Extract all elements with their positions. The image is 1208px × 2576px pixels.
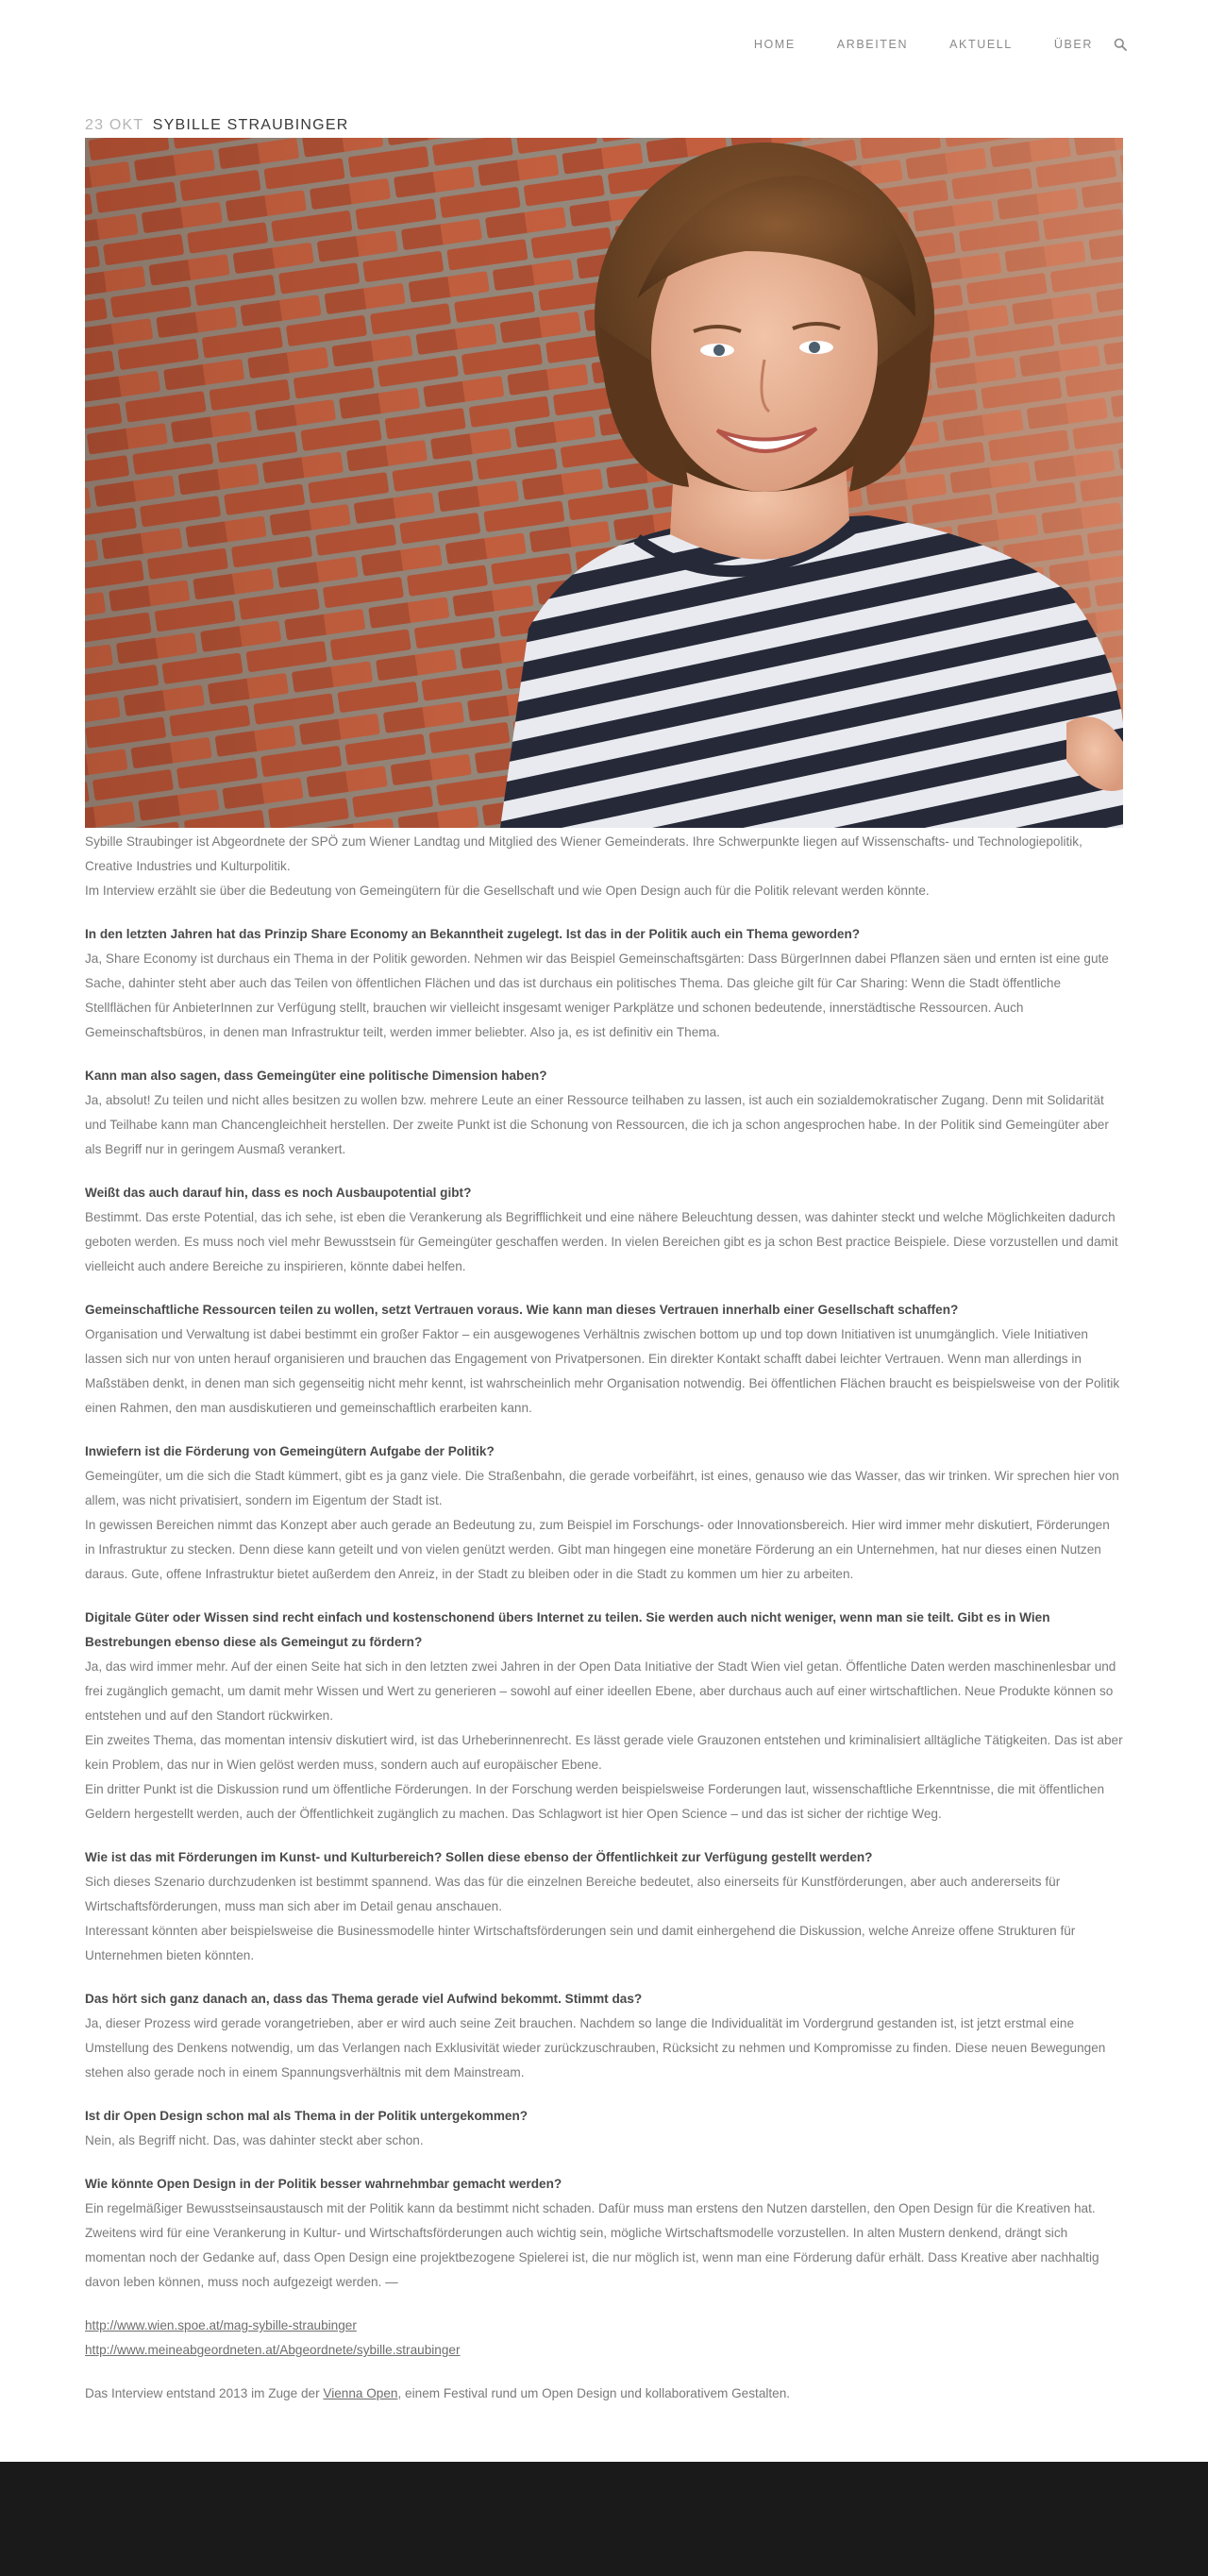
main-navigation bbox=[713, 38, 1127, 51]
nav-aktuell[interactable]: AKTUELL bbox=[949, 38, 1013, 51]
interview-answer: Bestimmt. Das erste Potential, das ich sehe, ist eben die Verankerung als Begrifflichkeit und eine nähere Beleuchtung dessen, was dahinter steckt und welche Möglichkeiten dadurch geboten werden. Es muss noch viel mehr Bewusstsein für Gemeingüter geschaffen werden. In vielen Bereichen gibt es ja schon Best practice Beispiele. Diese vorzustellen und damit vielleicht auch andere Bereiche zu inspirieren, könnte dabei helfen. bbox=[85, 1210, 1118, 1273]
post-date: 23 OKT bbox=[85, 117, 144, 133]
interview-question: Das hört sich ganz danach an, dass das Thema gerade viel Aufwind bekommt. Stimmt das? bbox=[85, 1992, 643, 2006]
article-intro: Im Interview erzählt sie über die Bedeutung von Gemeingütern für die Gesellschaft und wie Open Design auch für die Politik relevant werden könnte. bbox=[85, 884, 930, 898]
interview-answer: Ja, Share Economy ist durchaus ein Thema in der Politik geworden. Nehmen wir das Beispiel Gemeinschaftsgärten: Dass BürgerInnen dabei Pflanzen säen und ernten ist eine gute Sache, dahinter steht aber auch das Teilen von öffentlichen Flächen und das ist durchaus ein politisches Thema. Das gleiche gilt für Car Sharing: Wenn die Stadt öffentliche Stellflächen für AnbieterInnen zur Verfügung stellt, brauchen wir vielleicht insgesamt weniger Parkplätze und schonen bedeutende, innerstädtische Ressourcen. Auch Gemeinschaftsbüros, in denen man Infrastruktur teilt, werden immer beliebter. Also ja, es ist definitiv ein Thema. bbox=[85, 951, 1109, 1039]
interview-question: Weißt das auch darauf hin, dass es noch Ausbaupotential gibt? bbox=[85, 1186, 472, 1200]
interview-answer: Ja, dieser Prozess wird gerade vorangetrieben, aber er wird auch seine Zeit brauchen. Nachdem so lange die Individualität im Vordergrund gestanden ist, ist jetzt erstmal eine Umstellung des Denkens notwendig, um das Verlangen nach Exklusivität wieder zurückzuschrauben, Rücksicht zu nehmen und Kompromisse zu finden. Diese neuen Bewegungen stehen also gerade noch in einem Spannungsverhältnis mit dem Mainstream. bbox=[85, 2016, 1106, 2079]
interview-answer: Interessant könnten aber beispielsweise die Businessmodelle hinter Wirtschaftsförderungen sein und damit einhergehend die Diskussion, welche Anreize offene Strukturen für Unternehmen bieten könnten. bbox=[85, 1924, 1076, 1962]
interview-answer: Ein zweites Thema, das momentan intensiv diskutiert wird, ist das Urheberinnenrecht. Es lässt gerade viele Grauzonen entstehen und kriminalisiert alltägliche Tätigkeiten. Das ist aber kein Problem, das nur in Wien gelöst werden muss, sondern auch auf europäischer Ebene. bbox=[85, 1733, 1123, 1772]
nav-ueber[interactable]: ÜBER bbox=[1053, 38, 1093, 51]
interview-question: Kann man also sagen, dass Gemeingüter eine politische Dimension haben? bbox=[85, 1069, 547, 1083]
link-meineabgeordneten[interactable]: http://www.meineabgeordneten.at/Abgeordnete/sybille.straubinger bbox=[85, 2343, 461, 2357]
interview-answer: In gewissen Bereichen nimmt das Konzept aber auch gerade an Bedeutung zu, zum Beispiel im Forschungs- oder Innovationsbereich. Hier wird immer mehr diskutiert, Förderungen in Infrastruktur zu stecken. Denn diese kann geteilt und von vielen genützt werden. Gibt man hingegen eine monetäre Förderung an ein Unternehmen, hat nur dieses einen Nutzen daraus. Gute, offene Infrastruktur bietet außerdem den Anreiz, in der Stadt zu bleiben oder in die Stadt zu kommen um hier zu arbeiten. bbox=[85, 1518, 1110, 1581]
closing-text: Das Interview entstand 2013 im Zuge der bbox=[85, 2386, 324, 2400]
interview-answer: Ja, absolut! Zu teilen und nicht alles besitzen zu wollen bzw. mehrere Leute an einer Ressource teilhaben zu lassen, ist auch ein sozialdemokratischer Zugang. Denn mit Solidarität und Teilhabe kann man Chancengleichheit herstellen. Der zweite Punkt ist die Schonung von Ressourcen, die ich ja schon angesprochen habe. In der Politik sind Gemeingüter aber als Begriff nur in geringem Ausmaß verankert. bbox=[85, 1093, 1109, 1156]
interview-question: Inwiefern ist die Förderung von Gemeingütern Aufgabe der Politik? bbox=[85, 1444, 495, 1458]
footer bbox=[0, 2462, 1208, 2576]
search-icon[interactable] bbox=[1114, 38, 1127, 51]
interview-answer: Gemeingüter, um die sich die Stadt kümmert, gibt es ja ganz viele. Die Straßenbahn, die gerade vorbeifährt, ist eines, genauso wie das Wasser, das wir trinken. Wir sprechen hier von allem, was nicht privatisiert, sondern im Eigentum der Stadt ist. bbox=[85, 1469, 1119, 1507]
interview-answer: Ja, das wird immer mehr. Auf der einen Seite hat sich in den letzten zwei Jahren in der Open Data Initiative der Stadt Wien viel getan. Öffentliche Daten werden maschinenlesbar und frei zugänglich gemacht, um damit mehr Wissen und Wert zu generieren – sowohl auf einer ideellen Ebene, aber durchaus auch auf einer wirtschaftlichen. Neue Produkte können so entstehen und auf den Standort rückwirken. bbox=[85, 1659, 1116, 1723]
closing-note bbox=[85, 2382, 1123, 2406]
article-body bbox=[85, 830, 1123, 2406]
interview-question: Wie ist das mit Förderungen im Kunst- und Kulturbereich? Sollen diese ebenso der Öffentlichkeit zur Verfügung gestellt werden? bbox=[85, 1850, 873, 1864]
link-spoe[interactable]: http://www.wien.spoe.at/mag-sybille-straubinger bbox=[85, 2318, 357, 2332]
interview-question: Wie könnte Open Design in der Politik besser wahrnehmbar gemacht werden? bbox=[85, 2177, 562, 2191]
interview-question: In den letzten Jahren hat das Prinzip Share Economy an Bekanntheit zugelegt. Ist das in der Politik auch ein Thema geworden? bbox=[85, 927, 861, 941]
nav-home[interactable]: HOME bbox=[753, 38, 796, 51]
post-header bbox=[85, 117, 348, 134]
interview-question: Ist dir Open Design schon mal als Thema in der Politik untergekommen? bbox=[85, 2109, 528, 2123]
interview-question: Digitale Güter oder Wissen sind recht einfach und kostenschonend übers Internet zu teilen. Sie werden auch nicht weniger, wenn man sie teilt. Gibt es in Wien Bestrebungen ebenso diese als Gemeingut zu fördern? bbox=[85, 1610, 1050, 1649]
interview-answer: Ein dritter Punkt ist die Diskussion rund um öffentliche Förderungen. In der Forschung werden beispielsweise Forderungen laut, wissenschaftliche Erkenntnisse, die mit öffentlichen Geldern hergestellt werden, auch der Öffentlichkeit zugänglich zu machen. Das Schlagwort ist hier Open Science – und das ist sicher der richtige Weg. bbox=[85, 1782, 1105, 1821]
interview-answer: Sich dieses Szenario durchzudenken ist bestimmt spannend. Was das für die einzelnen Bereiche bedeutet, also einerseits für Kunstförderungen, aber auch andererseits für Wirtschaftsförderungen, muss man sich aber im Detail genau anschauen. bbox=[85, 1875, 1061, 1913]
article-intro: Sybille Straubinger ist Abgeordnete der SPÖ zum Wiener Landtag und Mitglied des Wiener Gemeinderats. Ihre Schwerpunkte liegen auf Wissenschafts- und Technologiepolitik, Creative Industries und Kulturpolitik. bbox=[85, 834, 1082, 873]
post-title: SYBILLE STRAUBINGER bbox=[152, 117, 349, 133]
nav-arbeiten[interactable]: ARBEITEN bbox=[836, 38, 909, 51]
interview-answer: Nein, als Begriff nicht. Das, was dahinter steckt aber schon. bbox=[85, 2133, 424, 2147]
closing-text: , einem Festival rund um Open Design und kollaborativem Gestalten. bbox=[397, 2386, 791, 2400]
interview-question: Gemeinschaftliche Ressourcen teilen zu wollen, setzt Vertrauen voraus. Wie kann man dieses Vertrauen innerhalb einer Gesellschaft schaffen? bbox=[85, 1303, 959, 1317]
interview-answer: Ein regelmäßiger Bewusstseinsaustausch mit der Politik kann da bestimmt nicht schaden. Dafür muss man erstens den Nutzen darstellen, den Open Design für die Kreativen hat. Zweitens wird für eine Verankerung in Kultur- und Wirtschaftsförderungen auch wichtig sein, mögliche Wirtschaftsmodelle vorzustellen. In alten Mustern denkend, drängt sich momentan noch der Gedanke auf, dass Open Design eine projektbezogene Spielerei ist, die nur möglich ist, wenn man eine Förderung dafür erhält. Dass Kreative aber nachhaltig davon leben können, muss noch aufgezeigt werden. — bbox=[85, 2201, 1099, 2289]
portrait-photo bbox=[85, 138, 1123, 828]
link-vienna-open[interactable]: Vienna Open bbox=[323, 2386, 398, 2400]
interview-answer: Organisation und Verwaltung ist dabei bestimmt ein großer Faktor – ein ausgewogenes Verhältnis zwischen bottom up und top down Initiativen ist unumgänglich. Viele Initiativen lassen sich nur von unten herauf organisieren und brauchen das Engagement von Privatpersonen. Ein direkter Kontakt schafft dabei leichter Vertrauen. Wenn man allerdings in Maßstäben denkt, in denen man sich gegenseitig nicht mehr kennt, ist wahrscheinlich mehr Organisation notwendig. Bei öffentlichen Flächen braucht es beispielsweise von der Politik einen Rahmen, den man ausdiskutieren und gemeinschaftlich erarbeiten kann. bbox=[85, 1327, 1120, 1415]
